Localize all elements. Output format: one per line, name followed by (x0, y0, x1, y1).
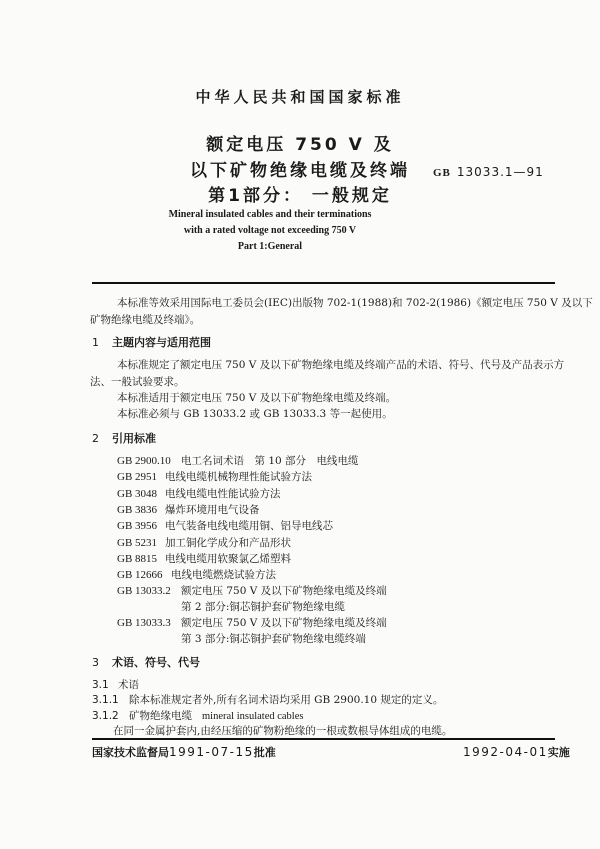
reference-code: GB 3048 (117, 488, 158, 500)
effective-info (463, 744, 570, 760)
english-title-line-3: Part 1:General (237, 241, 303, 252)
effective-date: 1992-04-01 (463, 745, 548, 759)
section-number: 2 (92, 432, 99, 445)
subsection-number: 3.1 (92, 679, 109, 691)
reference-desc: 电气装备电线电缆用铜、铝导电线芯 (165, 520, 333, 532)
section-3-heading (92, 654, 200, 670)
reference-item (117, 615, 387, 630)
subsection-title: 术语 (118, 679, 139, 691)
title-line-1: 额定电压 750 V 及 (206, 135, 394, 155)
section-title: 主题内容与适用范围 (112, 336, 211, 349)
subsection-number: 3.1.1 (92, 694, 119, 706)
title-line-3: 第1部分： 一般规定 (208, 186, 392, 206)
reference-desc: 电线电缆机械物理性能试验方法 (165, 471, 312, 483)
reference-desc: 爆炸环境用电气设备 (165, 504, 260, 516)
reference-code: GB 2900.10 (117, 455, 171, 467)
approval-info (92, 744, 276, 760)
subsection-3-1-1 (92, 692, 443, 707)
section-2-heading (92, 430, 156, 446)
section-title: 引用标准 (112, 432, 156, 445)
reference-item (117, 518, 333, 533)
section-number: 1 (92, 336, 99, 349)
reference-code: GB 13033.2 (117, 585, 171, 597)
english-title-line-2: with a rated voltage not exceeding 750 V (183, 225, 357, 236)
english-title-line-1: Mineral insulated cables and their terminations (168, 209, 372, 220)
reference-item (117, 551, 291, 566)
approval-label: 批准 (253, 746, 276, 759)
term-definition: 在同一金属护套内,由经压缩的矿物粉绝缘的一根或数根导体组成的电缆。 (113, 725, 453, 737)
section-title: 术语、符号、代号 (112, 656, 200, 669)
reference-desc: 额定电压 750 V 及以下矿物绝缘电缆及终端 (181, 585, 387, 597)
reference-item (117, 567, 276, 582)
section-1-para-3: 本标准必须与 GB 13033.2 或 GB 13033.3 等一起使用。 (117, 408, 393, 420)
section-1-para-1-line-2: 法、一般试验要求。 (90, 376, 185, 388)
reference-code: GB 12666 (117, 569, 163, 581)
subsection-number: 3.1.2 (92, 710, 119, 722)
reference-item (117, 535, 291, 550)
section-1-para-2: 本标准适用于额定电压 750 V 及以下矿物绝缘电缆及终端。 (117, 392, 397, 404)
reference-desc: 电线电缆燃烧试验方法 (171, 569, 276, 581)
subsection-3-1-2 (92, 708, 303, 723)
approval-date: 1991-07-15 (169, 745, 254, 759)
reference-item (117, 453, 359, 468)
reference-desc: 电线电缆电性能试验方法 (165, 488, 281, 500)
national-standard-heading: 中华人民共和国国家标准 (195, 88, 405, 106)
standard-number: 13033.1—91 (456, 165, 544, 179)
reference-item (117, 469, 312, 484)
standard-prefix: GB (433, 167, 451, 179)
term-english: mineral insulated cables (202, 711, 304, 722)
reference-desc-continuation: 第 3 部分:铜芯铜护套矿物绝缘电缆终端 (181, 633, 366, 645)
reference-desc: 加工铜化学成分和产品形状 (165, 537, 291, 549)
section-1-heading (92, 334, 211, 350)
section-1-para-1-line-1: 本标准规定了额定电压 750 V 及以下矿物绝缘电缆及终端产品的术语、符号、代号及产品表示方 (117, 359, 565, 371)
term-name: 矿物绝缘电缆 (129, 710, 192, 722)
footer-divider (92, 738, 555, 740)
intro-line-2: 矿物绝缘电缆及终端》。 (90, 314, 201, 326)
reference-code: GB 3956 (117, 520, 158, 532)
reference-desc-continuation: 第 2 部分:铜芯铜护套矿物绝缘电缆 (181, 601, 345, 613)
intro-line-1: 本标准等效采用国际电工委员会(IEC)出版物 702-1(1988)和 702-2(1986)《额定电压 750 V 及以下 (117, 297, 593, 309)
subsection-3-1 (92, 677, 139, 692)
reference-item (117, 486, 281, 501)
reference-desc: 额定电压 750 V 及以下矿物绝缘电缆及终端 (181, 617, 387, 629)
reference-code: GB 2951 (117, 471, 158, 483)
reference-item (117, 583, 387, 598)
reference-item (117, 502, 260, 517)
reference-code: GB 8815 (117, 553, 158, 565)
reference-code: GB 13033.3 (117, 617, 171, 629)
approval-org: 国家技术监督局 (92, 746, 169, 759)
reference-desc: 电工名词术语 第 10 部分 电线电缆 (181, 455, 359, 467)
standard-code (433, 165, 544, 179)
section-number: 3 (92, 656, 99, 669)
title-line-2: 以下矿物绝缘电缆及终端 (190, 161, 410, 181)
reference-code: GB 3836 (117, 504, 158, 516)
header-divider (92, 282, 555, 284)
reference-desc: 电线电缆用软聚氯乙烯塑料 (165, 553, 291, 565)
reference-code: GB 5231 (117, 537, 158, 549)
subsection-text: 除本标准规定者外,所有名词术语均采用 GB 2900.10 规定的定义。 (129, 694, 444, 706)
effective-label: 实施 (547, 746, 570, 759)
